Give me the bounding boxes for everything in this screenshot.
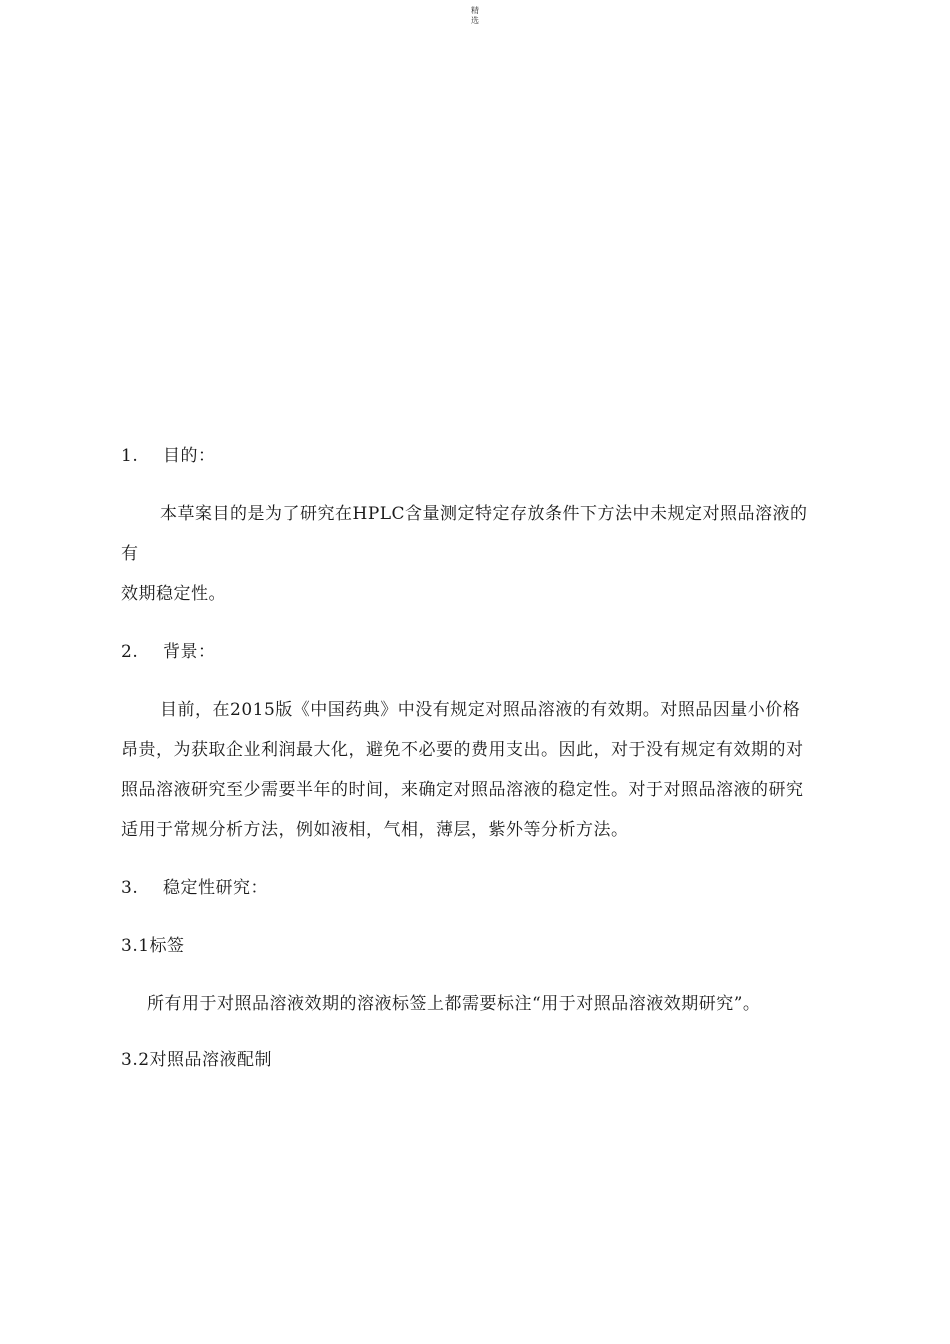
section-3-1-paragraph-line-1: 所有用于对照品溶液效期的溶液标签上都需要标注“用于对照品溶液效期研究”。 (147, 994, 761, 1014)
section-1-paragraph-line-3: 效期稳定性。 (121, 584, 226, 604)
section-3-number: 3. (121, 878, 139, 898)
section-2-paragraph-line-3: 照品溶液研究至少需要半年的时间，来确定对照品溶液的稳定性。对于对照品溶液的研究 (121, 780, 804, 800)
section-2-title: 背景： (163, 642, 216, 662)
section-1-paragraph-line-2: 有 (121, 544, 139, 564)
section-3-1-heading: 3.1标签 (121, 936, 185, 956)
section-2-heading (121, 641, 216, 663)
section-1-heading (121, 445, 216, 467)
section-3-heading (121, 877, 268, 899)
header-char-2: 选 (471, 16, 479, 25)
section-1-title: 目的： (163, 446, 216, 466)
header-mark (469, 6, 481, 26)
header-char-1: 精 (471, 6, 479, 15)
section-1-number: 1. (121, 446, 139, 466)
section-2-paragraph-line-1: 目前，在2015版《中国药典》中没有规定对照品溶液的有效期。对照品因量小价格 (160, 700, 801, 720)
section-3-2-heading: 3.2对照品溶液配制 (121, 1050, 273, 1070)
section-2-paragraph-line-2: 昂贵，为获取企业利润最大化，避免不必要的费用支出。因此，对于没有规定有效期的对 (121, 740, 804, 760)
section-1-paragraph-line-1: 本草案目的是为了研究在HPLC含量测定特定存放条件下方法中未规定对照品溶液的 (160, 504, 808, 524)
section-2-number: 2. (121, 642, 139, 662)
section-2-paragraph-line-4: 适用于常规分析方法，例如液相，气相，薄层，紫外等分析方法。 (121, 820, 629, 840)
section-3-title: 稳定性研究： (163, 878, 268, 898)
